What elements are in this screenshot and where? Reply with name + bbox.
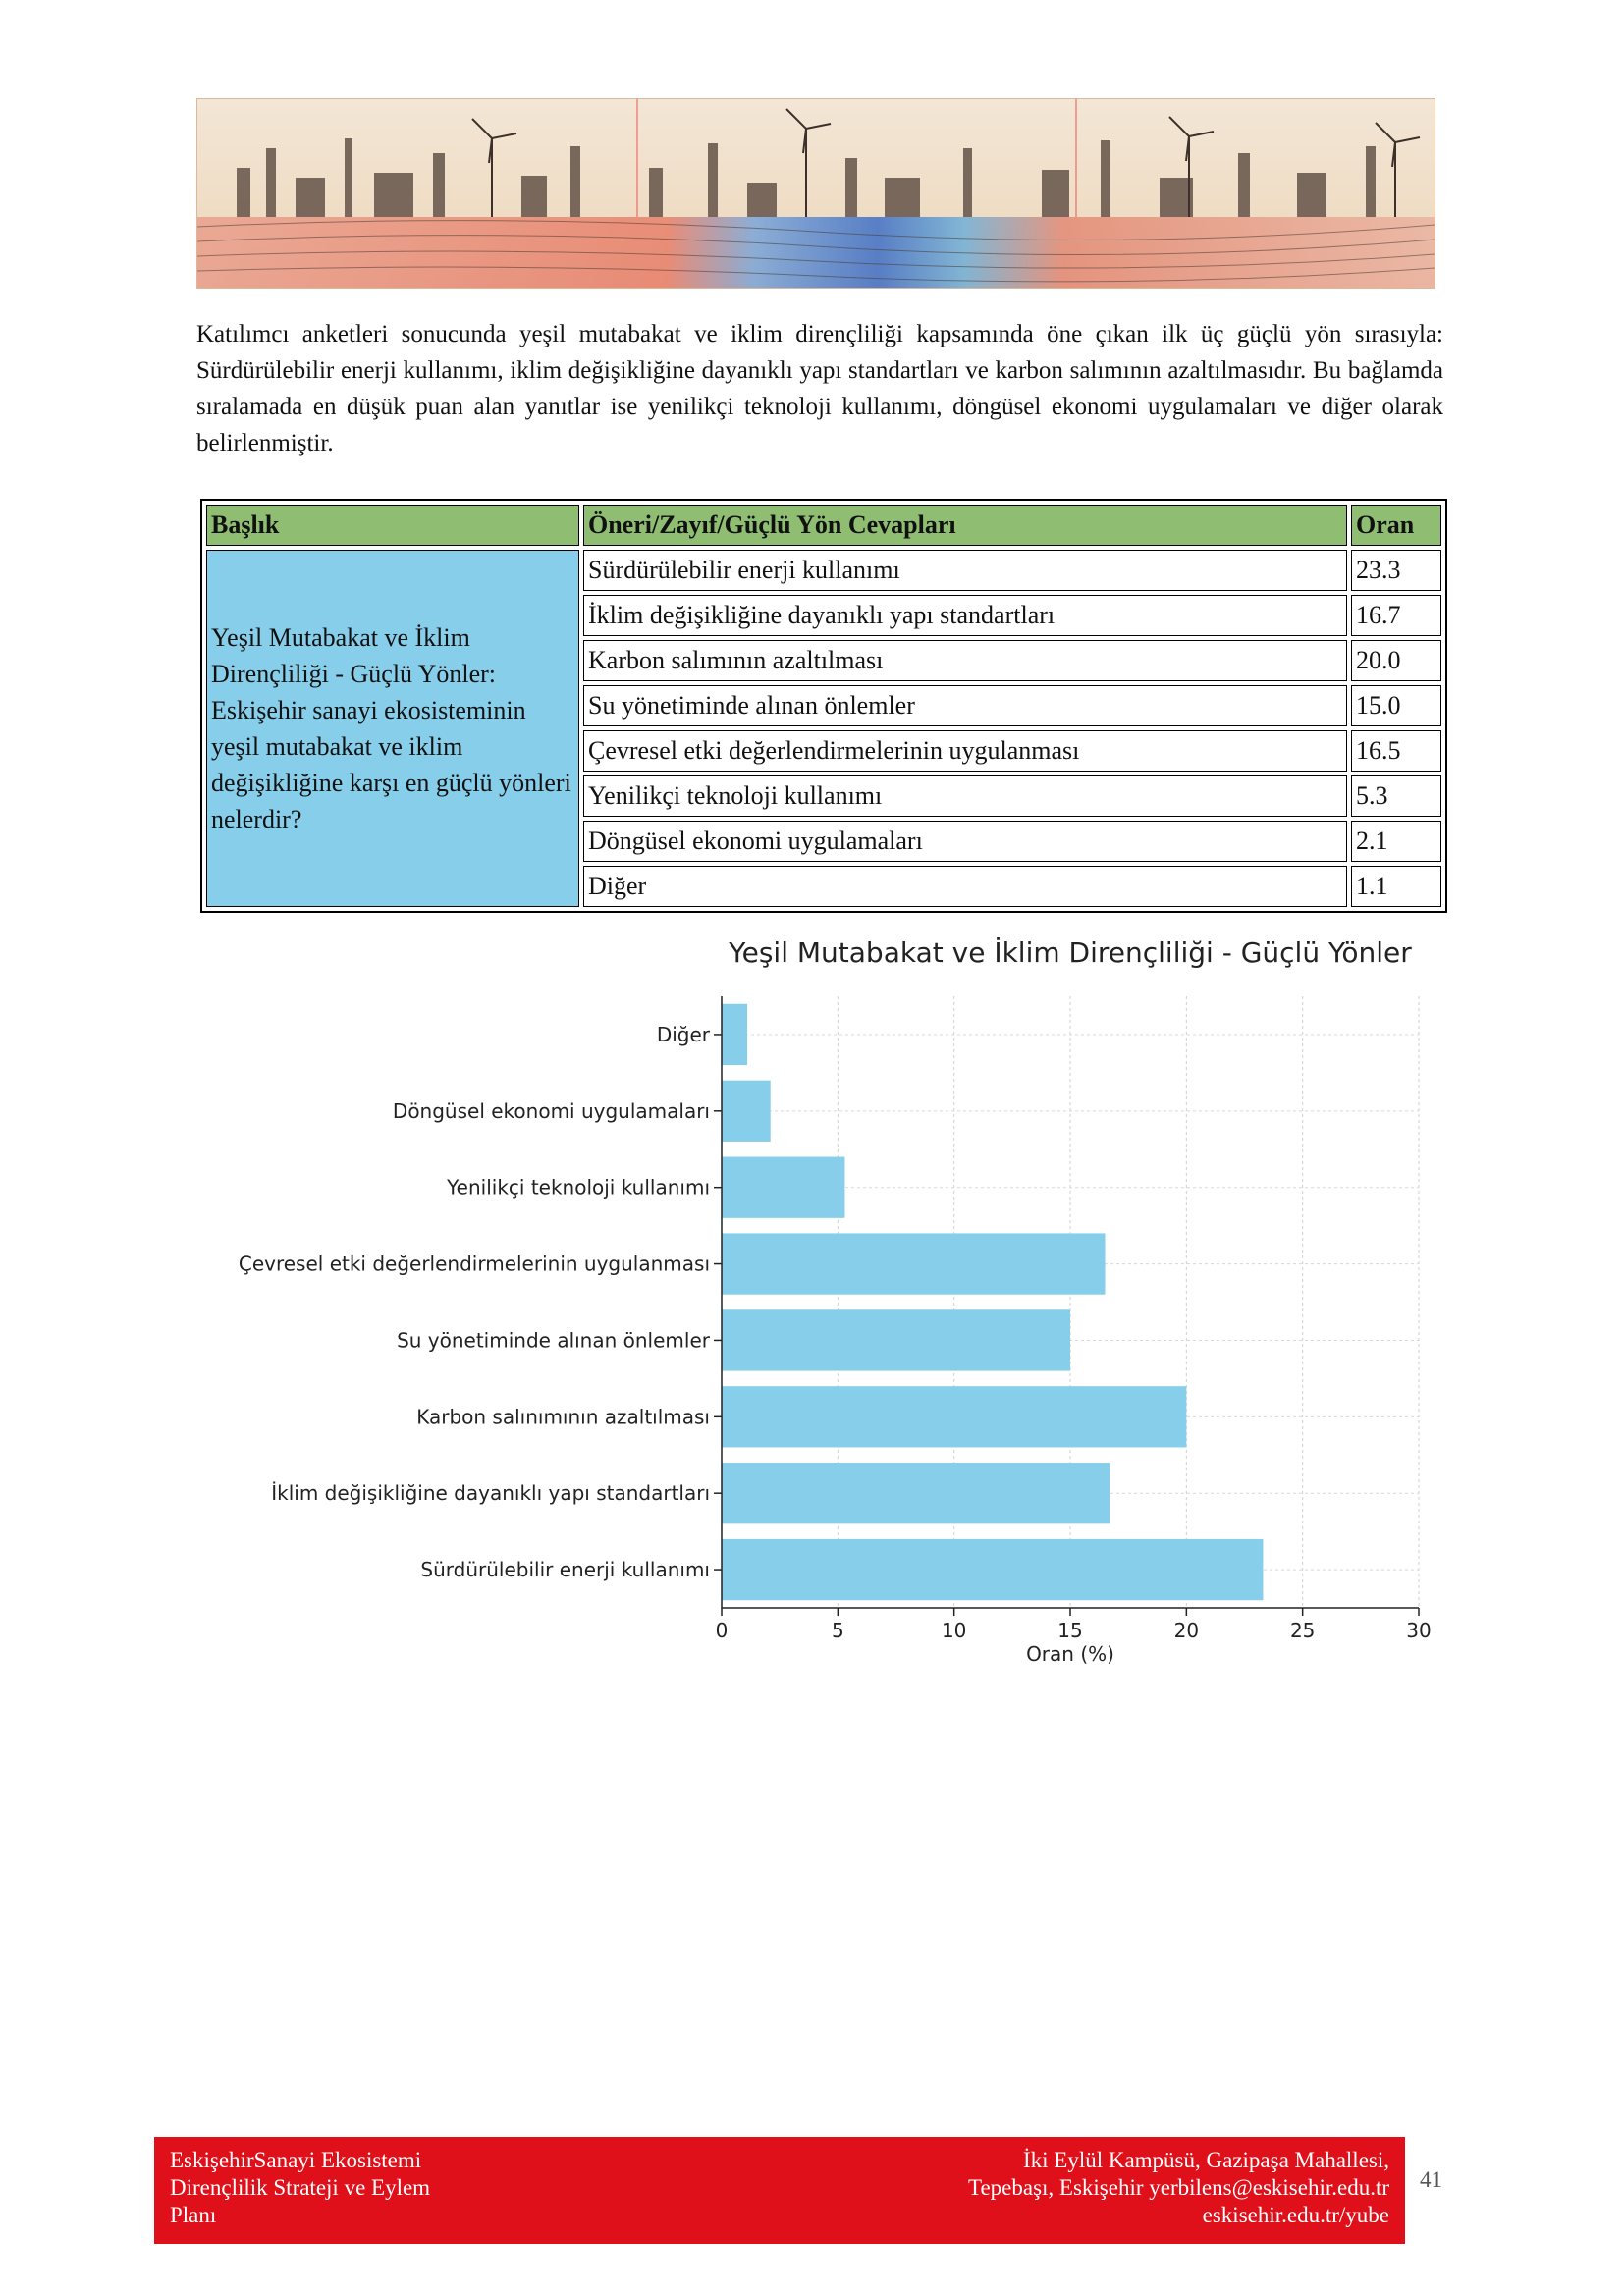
answer-cell: Su yönetiminde alınan önlemler (583, 685, 1347, 726)
rate-cell: 5.3 (1351, 775, 1441, 817)
y-tick-label: Yenilikçi teknoloji kullanımı (447, 1175, 710, 1200)
question-title-cell: Yeşil Mutabakat ve İklim Dirençliliği - Güçlü Yönler: Eskişehir sanayi ekosisteminin yeşil mutabakat ve iklim değişikliğine karşı en güçlü yönleri nelerdir? (206, 550, 579, 907)
footer-left (170, 2147, 504, 2229)
y-tick-label: Sürdürülebilir enerji kullanımı (420, 1558, 710, 1582)
table-row (206, 550, 1441, 591)
bar-chart (196, 933, 1453, 1679)
y-tick-label: İklim değişikliğine dayanıklı yapı standartları (271, 1481, 710, 1506)
footer-right-line: eskisehir.edu.tr/yube (1202, 2203, 1389, 2227)
x-tick-label: 0 (715, 1619, 729, 1642)
footer-left-line: Planı (170, 2203, 217, 2227)
x-tick-label: 25 (1289, 1619, 1316, 1642)
header-cell-title: Başlık (206, 505, 579, 546)
bar (722, 1309, 1070, 1370)
footer-left-line: EskişehirSanayi Ekosistemi (170, 2148, 422, 2172)
answer-cell: Sürdürülebilir enerji kullanımı (583, 550, 1347, 591)
rate-cell: 2.1 (1351, 821, 1441, 862)
chart-title: Yeşil Mutabakat ve İklim Dirençliliği - Güçlü Yönler (729, 936, 1412, 969)
bar (722, 1157, 844, 1218)
y-tick-label: Karbon salınımının azaltılması (416, 1405, 710, 1429)
header-banner-image (196, 98, 1435, 289)
rate-cell: 23.3 (1351, 550, 1441, 591)
industrial-landscape-illustration (197, 99, 1435, 288)
bar (722, 1463, 1110, 1523)
footer-left-line: Dirençlilik Strateji ve Eylem (170, 2175, 431, 2200)
answer-cell: İklim değişikliğine dayanıklı yapı standartları (583, 595, 1347, 636)
header-cell-answers: Öneri/Zayıf/Güçlü Yön Cevapları (583, 505, 1347, 546)
rate-cell: 20.0 (1351, 640, 1441, 681)
y-tick-label: Döngüsel ekonomi uygulamaları (392, 1098, 710, 1123)
answer-cell: Karbon salımının azaltılması (583, 640, 1347, 681)
answer-cell: Çevresel etki değerlendirmelerinin uygulanması (583, 730, 1347, 772)
page-number: 41 (1420, 2167, 1442, 2192)
x-tick-label: 30 (1406, 1619, 1432, 1642)
bar-chart-svg (196, 933, 1453, 1679)
bar (722, 1081, 771, 1142)
table-header-row (206, 505, 1441, 546)
y-tick-label: Su yönetiminde alınan önlemler (397, 1328, 710, 1353)
footer-right-line: Tepebaşı, Eskişehir yerbilens@eskisehir.edu.tr (968, 2175, 1389, 2200)
x-axis-label: Oran (%) (1026, 1642, 1114, 1666)
rate-cell: 1.1 (1351, 866, 1441, 907)
intro-paragraph: Katılımcı anketleri sonucunda yeşil mutabakat ve iklim dirençliliği kapsamında öne çıkan ilk üç güçlü yön sırasıyla: Sürdürülebilir enerji kullanımı, iklim değişikliğine dayanıklı yapı standartları ve karbon salımının azaltılmasıdır. Bu bağlamda sıralamada en düşük puan alan yanıtlar ise yenilikçi teknoloji kullanımı, döngüsel ekonomi uygulamaları ve diğer olarak belirlenmiştir. (196, 321, 1443, 456)
rate-cell: 16.7 (1351, 595, 1441, 636)
bar (722, 1539, 1263, 1600)
y-tick-label: Çevresel etki değerlendirmelerinin uygulanması (238, 1252, 710, 1276)
answer-cell: Döngüsel ekonomi uygulamaları (583, 821, 1347, 862)
y-tick-label: Diğer (656, 1022, 710, 1046)
rate-cell: 15.0 (1351, 685, 1441, 726)
bar (722, 1004, 747, 1065)
rate-cell: 16.5 (1351, 730, 1441, 772)
footer-right (839, 2147, 1389, 2229)
x-tick-label: 20 (1173, 1619, 1200, 1642)
page-footer (154, 2137, 1405, 2244)
bar (722, 1233, 1106, 1294)
footer-right-line: İki Eylül Kampüsü, Gazipaşa Mahallesi, (1022, 2148, 1389, 2172)
answer-cell: Yenilikçi teknoloji kullanımı (583, 775, 1347, 817)
x-tick-label: 5 (831, 1619, 844, 1642)
survey-results-table (200, 499, 1447, 913)
bar (722, 1386, 1186, 1447)
x-tick-label: 10 (941, 1619, 967, 1642)
header-cell-rate: Oran (1351, 505, 1441, 546)
answer-cell: Diğer (583, 866, 1347, 907)
x-tick-label: 15 (1057, 1619, 1083, 1642)
